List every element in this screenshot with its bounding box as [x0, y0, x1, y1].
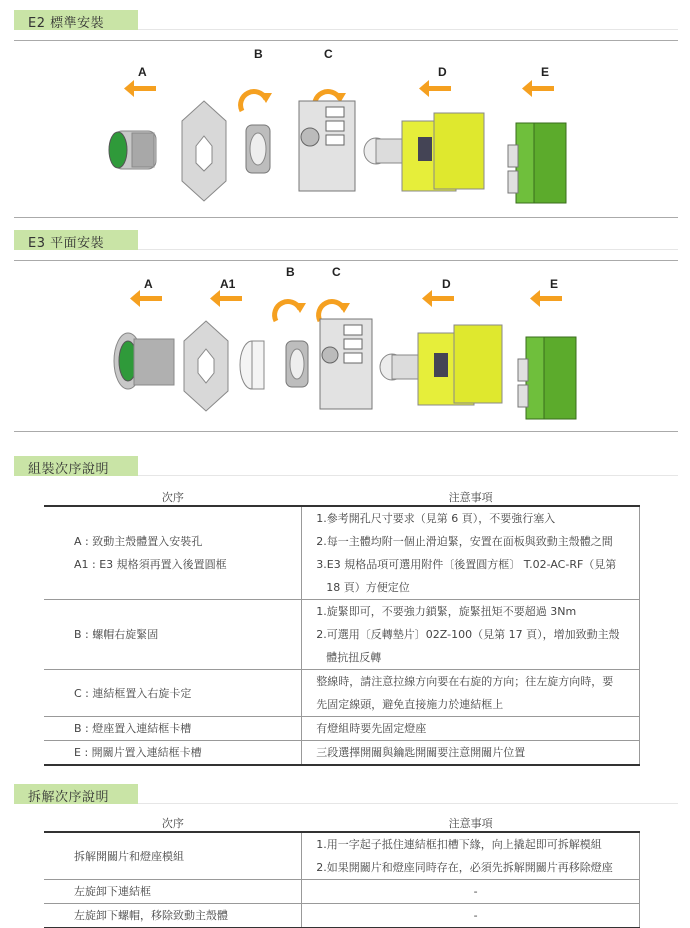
column-header-order: 次序 [44, 488, 302, 506]
note-text: 先固定線頭，避免直接施力於連結框上 [316, 698, 504, 711]
switch-element [518, 337, 576, 419]
label-c: C [332, 265, 341, 279]
label-d: D [438, 65, 447, 79]
disassembly-table [44, 814, 640, 928]
nut [286, 341, 308, 387]
actuator-head [109, 131, 156, 169]
arrow-left-icon [530, 290, 562, 307]
note-text: 2.可選用〔反轉墊片〕02Z-100（見第 17 頁），增加致動主殼 [316, 628, 620, 641]
order-text: 左旋卸下連結框 [74, 885, 151, 898]
order-text: A : 致動主殼體置入安裝孔 [74, 535, 203, 548]
label-a: A [144, 277, 153, 291]
order-text: C : 連結框置入右旋卡定 [74, 686, 192, 700]
table-row [44, 880, 640, 904]
table-row [44, 670, 640, 717]
note-text: 體抗扭反轉 [326, 651, 382, 664]
e3-exploded-diagram [14, 260, 678, 432]
lamp-holder [380, 325, 502, 405]
assembly-section-title: 組裝次序說明 [14, 456, 138, 476]
nut [246, 125, 270, 173]
section-rule [138, 475, 678, 476]
label-d: D [442, 277, 451, 291]
e2-exploded-diagram [14, 40, 678, 218]
label-e: E [550, 277, 559, 291]
arrow-left-icon [419, 80, 451, 97]
label-e: E [541, 65, 550, 79]
e2-section-title: E2 標準安裝 [14, 10, 138, 30]
actuator-head [114, 333, 174, 389]
note-text: 1.旋緊即可，不要強力鎖緊，旋緊扭矩不要超過 3Nm [316, 605, 577, 618]
note-text: 18 頁）方便定位 [326, 581, 410, 594]
note-text: 1.參考開孔尺寸要求（見第 6 頁），不要強行塞入 [316, 512, 556, 525]
arrow-left-icon [522, 80, 554, 97]
order-text: 拆解開關片和燈座模組 [74, 849, 184, 863]
column-header-notes: 注意事項 [302, 488, 640, 506]
order-text: A1 : E3 規格須再置入後置圓框 [74, 558, 227, 571]
note-text: 整線時，請注意拉線方向要在右旋的方向；往左旋方向時，要 [316, 675, 614, 688]
table-row [44, 741, 640, 766]
note-text: 2.如果開關片和燈座同時存在，必須先拆解開關片再移除燈座 [316, 861, 613, 874]
section-rule [138, 249, 678, 250]
table-row [44, 506, 640, 600]
table-row [44, 832, 640, 880]
table-row [44, 600, 640, 670]
note-text: 1.用一字起子抵住連結框扣槽下緣，向上撬起即可拆解模組 [316, 838, 602, 851]
table-row [44, 717, 640, 741]
connection-frame [320, 319, 372, 409]
note-text: 三段選擇開關與鑰匙開關要注意開關片位置 [316, 746, 526, 759]
label-b: B [254, 47, 263, 61]
order-text: E : 開關片置入連結框卡槽 [74, 746, 202, 759]
table-row [44, 904, 640, 928]
rear-round-frame [240, 341, 264, 389]
note-text: - [473, 909, 478, 922]
e3-section-title: E3 平面安裝 [14, 230, 138, 250]
label-b: B [286, 265, 295, 279]
order-text: B : 燈座置入連結框卡槽 [74, 722, 192, 735]
arrow-left-icon [124, 80, 156, 97]
arrow-left-icon [210, 290, 242, 307]
arrow-left-icon [422, 290, 454, 307]
section-rule [138, 29, 678, 30]
switch-element [508, 123, 566, 203]
column-header-notes: 注意事項 [302, 814, 640, 832]
arrow-left-icon [130, 290, 162, 307]
section-rule [138, 803, 678, 804]
label-c: C [324, 47, 333, 61]
order-text: B : 螺帽右旋緊固 [74, 628, 159, 641]
note-text: - [473, 885, 478, 898]
note-text: 有燈組時要先固定燈座 [316, 722, 427, 735]
connection-frame [299, 101, 355, 191]
label-a: A [138, 65, 147, 79]
column-header-order: 次序 [44, 814, 302, 832]
assembly-table [44, 488, 640, 766]
lamp-holder [364, 113, 484, 191]
order-text: 左旋卸下螺帽，移除致動主殼體 [74, 909, 228, 922]
disassembly-section-title: 拆解次序說明 [14, 784, 138, 804]
label-a1: A1 [220, 277, 236, 291]
note-text: 3.E3 規格品項可選用附件〔後置圓方框〕 T.02-AC-RF（見第 [316, 558, 617, 571]
note-text: 2.每一主體均附一個止滑迫緊，安置在面板與致動主殼體之間 [316, 535, 613, 548]
